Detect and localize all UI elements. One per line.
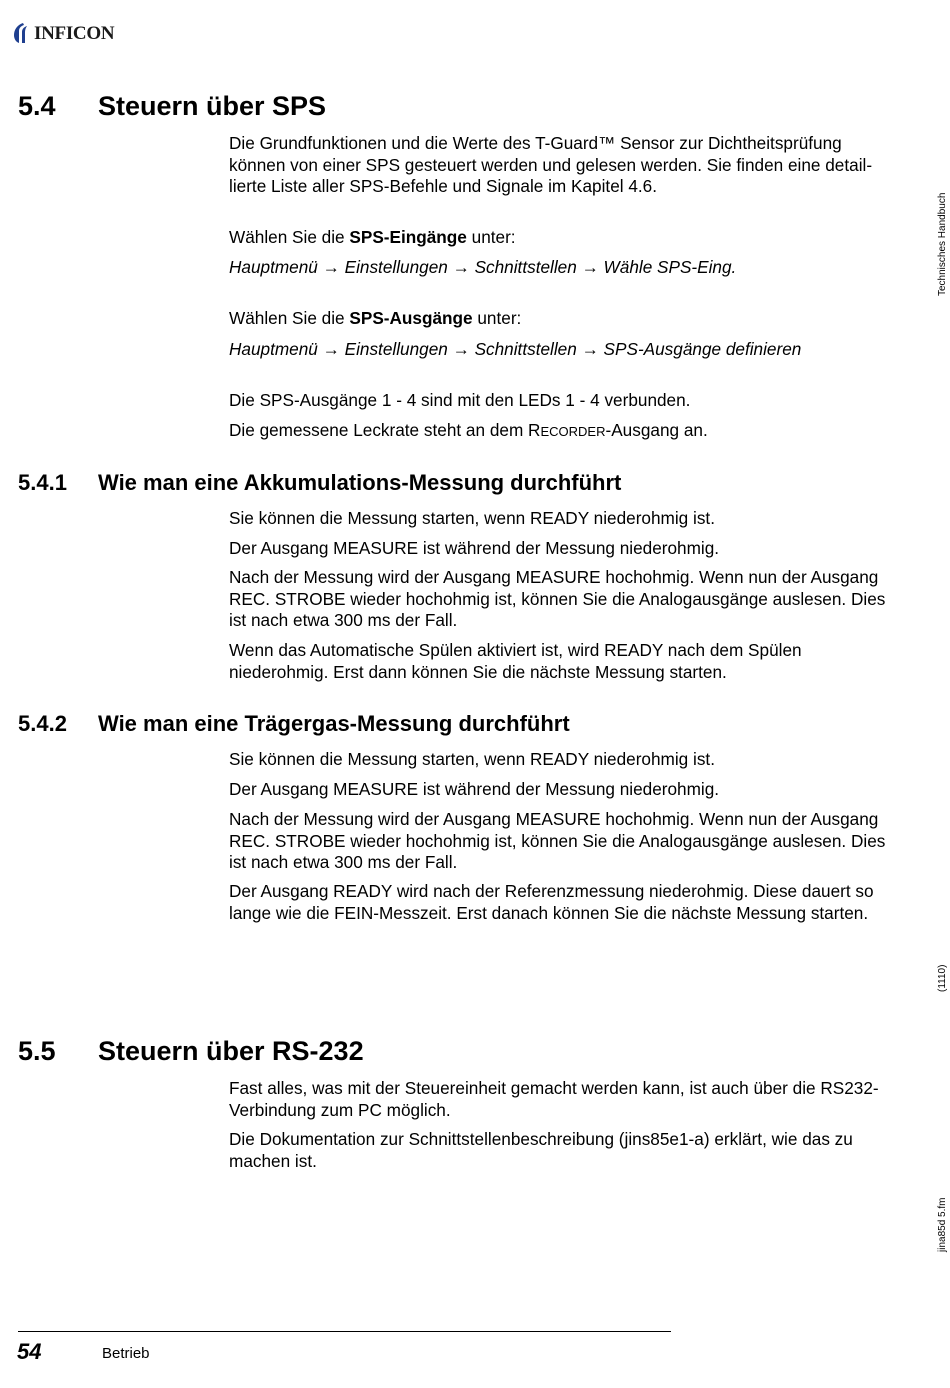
section-number: 5.4.2 [18,711,67,736]
path-step: Schnittstellen [474,339,577,359]
section-title: Steuern über SPS [98,91,327,121]
bold-term: SPS-Ausgänge [349,308,473,328]
path-step: SPS-Ausgänge definieren [603,339,802,359]
paragraph: Nach der Messung wird der Ausgang MEASURE hochohmig. Wenn nun der Ausgang REC. STROBE wieder hochohmig ist, können Sie die Analogausgänge auslesen. Dies ist nach etwa 300 ms der Fall. [229,567,886,630]
arrow-right-icon: → [452,257,470,277]
inficon-logo-mark-icon [13,22,33,44]
section-number: 5.5 [18,1036,56,1066]
side-label-file: jina85d 5.fm [937,1197,948,1252]
paragraph: Der Ausgang READY wird nach der Referenzmessung niederohmig. Diese dauert so lange wie die FEIN-Messzeit. Erst danach können Sie die nächste Messung starten. [229,881,874,923]
arrow-right-icon: → [581,339,599,359]
text-run: unter: [472,308,522,328]
outputs-instruction [229,308,889,330]
text-run: Wählen Sie die [229,308,350,328]
paragraph: Sie können die Messung starten, wenn READY niederohmig ist. [229,749,715,769]
small-caps-first: R [528,420,541,440]
path-step: Einstellungen [344,339,448,359]
paragraph: Wenn das Automatische Spülen aktiviert ist, wird READY nach dem Spülen niederohmig. Erst dann können Sie die nächste Messung starten. [229,640,802,682]
section-5-4-heading [18,90,326,122]
text-run: Die gemessene Leckrate steht an dem [229,420,529,440]
arrow-right-icon: → [322,339,340,359]
section-5-4-1-heading [18,469,621,497]
bold-term: SPS-Eingänge [349,227,467,247]
section-5-5-heading [18,1035,364,1067]
arrow-right-icon: → [452,339,470,359]
path-step: Schnittstellen [474,257,577,277]
side-label-version: (1110) [937,964,948,992]
section-title: Wie man eine Akkumulations-Messung durchführt [98,470,622,495]
path-step: Einstellungen [344,257,448,277]
section-title: Steuern über RS-232 [98,1036,364,1066]
logo-text: INFICON [34,22,115,44]
section-number: 5.4.1 [18,470,67,495]
arrow-right-icon: → [581,257,599,277]
path-step: Hauptmenü [229,257,318,277]
arrow-right-icon: → [322,257,340,277]
paragraph: Der Ausgang MEASURE ist während der Messung niederohmig. [229,538,720,558]
path-step: Hauptmenü [229,339,318,359]
paragraph: Nach der Messung wird der Ausgang MEASURE hochohmig. Wenn nun der Ausgang REC. STROBE wieder hochohmig ist, können Sie die Analogausgänge auslesen. Dies ist nach etwa 300 ms der Fall. [229,809,886,872]
paragraph: Die Dokumentation zur Schnittstellenbeschreibung (jins85e1-a) erklärt, wie das zu machen ist. [229,1129,853,1171]
paragraph: Der Ausgang MEASURE ist während der Messung niederohmig. [229,779,720,799]
path-step: Wähle SPS-Eing. [603,257,737,277]
section-title: Wie man eine Trägergas-Messung durchführt [98,711,570,736]
footer-divider [18,1331,671,1332]
small-caps-rest: ECORDER [540,424,606,439]
section-5-4-2-heading [18,710,570,738]
inficon-logo [13,22,114,44]
inputs-menu-path [229,257,889,279]
text-run: Wählen Sie die [229,227,350,247]
intro-paragraph: Die Grundfunktionen und die Werte des T-Guard™ Sensor zur Dichtheitsprüfung können von einer SPS gesteuert werden und gelesen werden. Sie finden eine detail-lierte Liste aller SPS-Befehle und Signale im Kapitel 4.6. [229,133,873,196]
leds-paragraph: Die SPS-Ausgänge 1 - 4 sind mit den LEDs 1 - 4 verbunden. [229,390,691,410]
page-number: 54 [17,1339,42,1364]
paragraph: Sie können die Messung starten, wenn READY niederohmig ist. [229,508,715,528]
paragraph: Fast alles, was mit der Steuereinheit gemacht werden kann, ist auch über die RS232-Verbindung zum PC möglich. [229,1078,879,1120]
recorder-paragraph [229,420,889,443]
text-run: unter: [466,227,516,247]
inputs-instruction [229,227,889,249]
outputs-menu-path [229,339,889,361]
section-number: 5.4 [18,91,56,121]
text-run: -Ausgang an. [605,420,708,440]
footer-chapter: Betrieb [102,1345,150,1362]
side-label-manual: Technisches Handbuch [937,192,948,296]
